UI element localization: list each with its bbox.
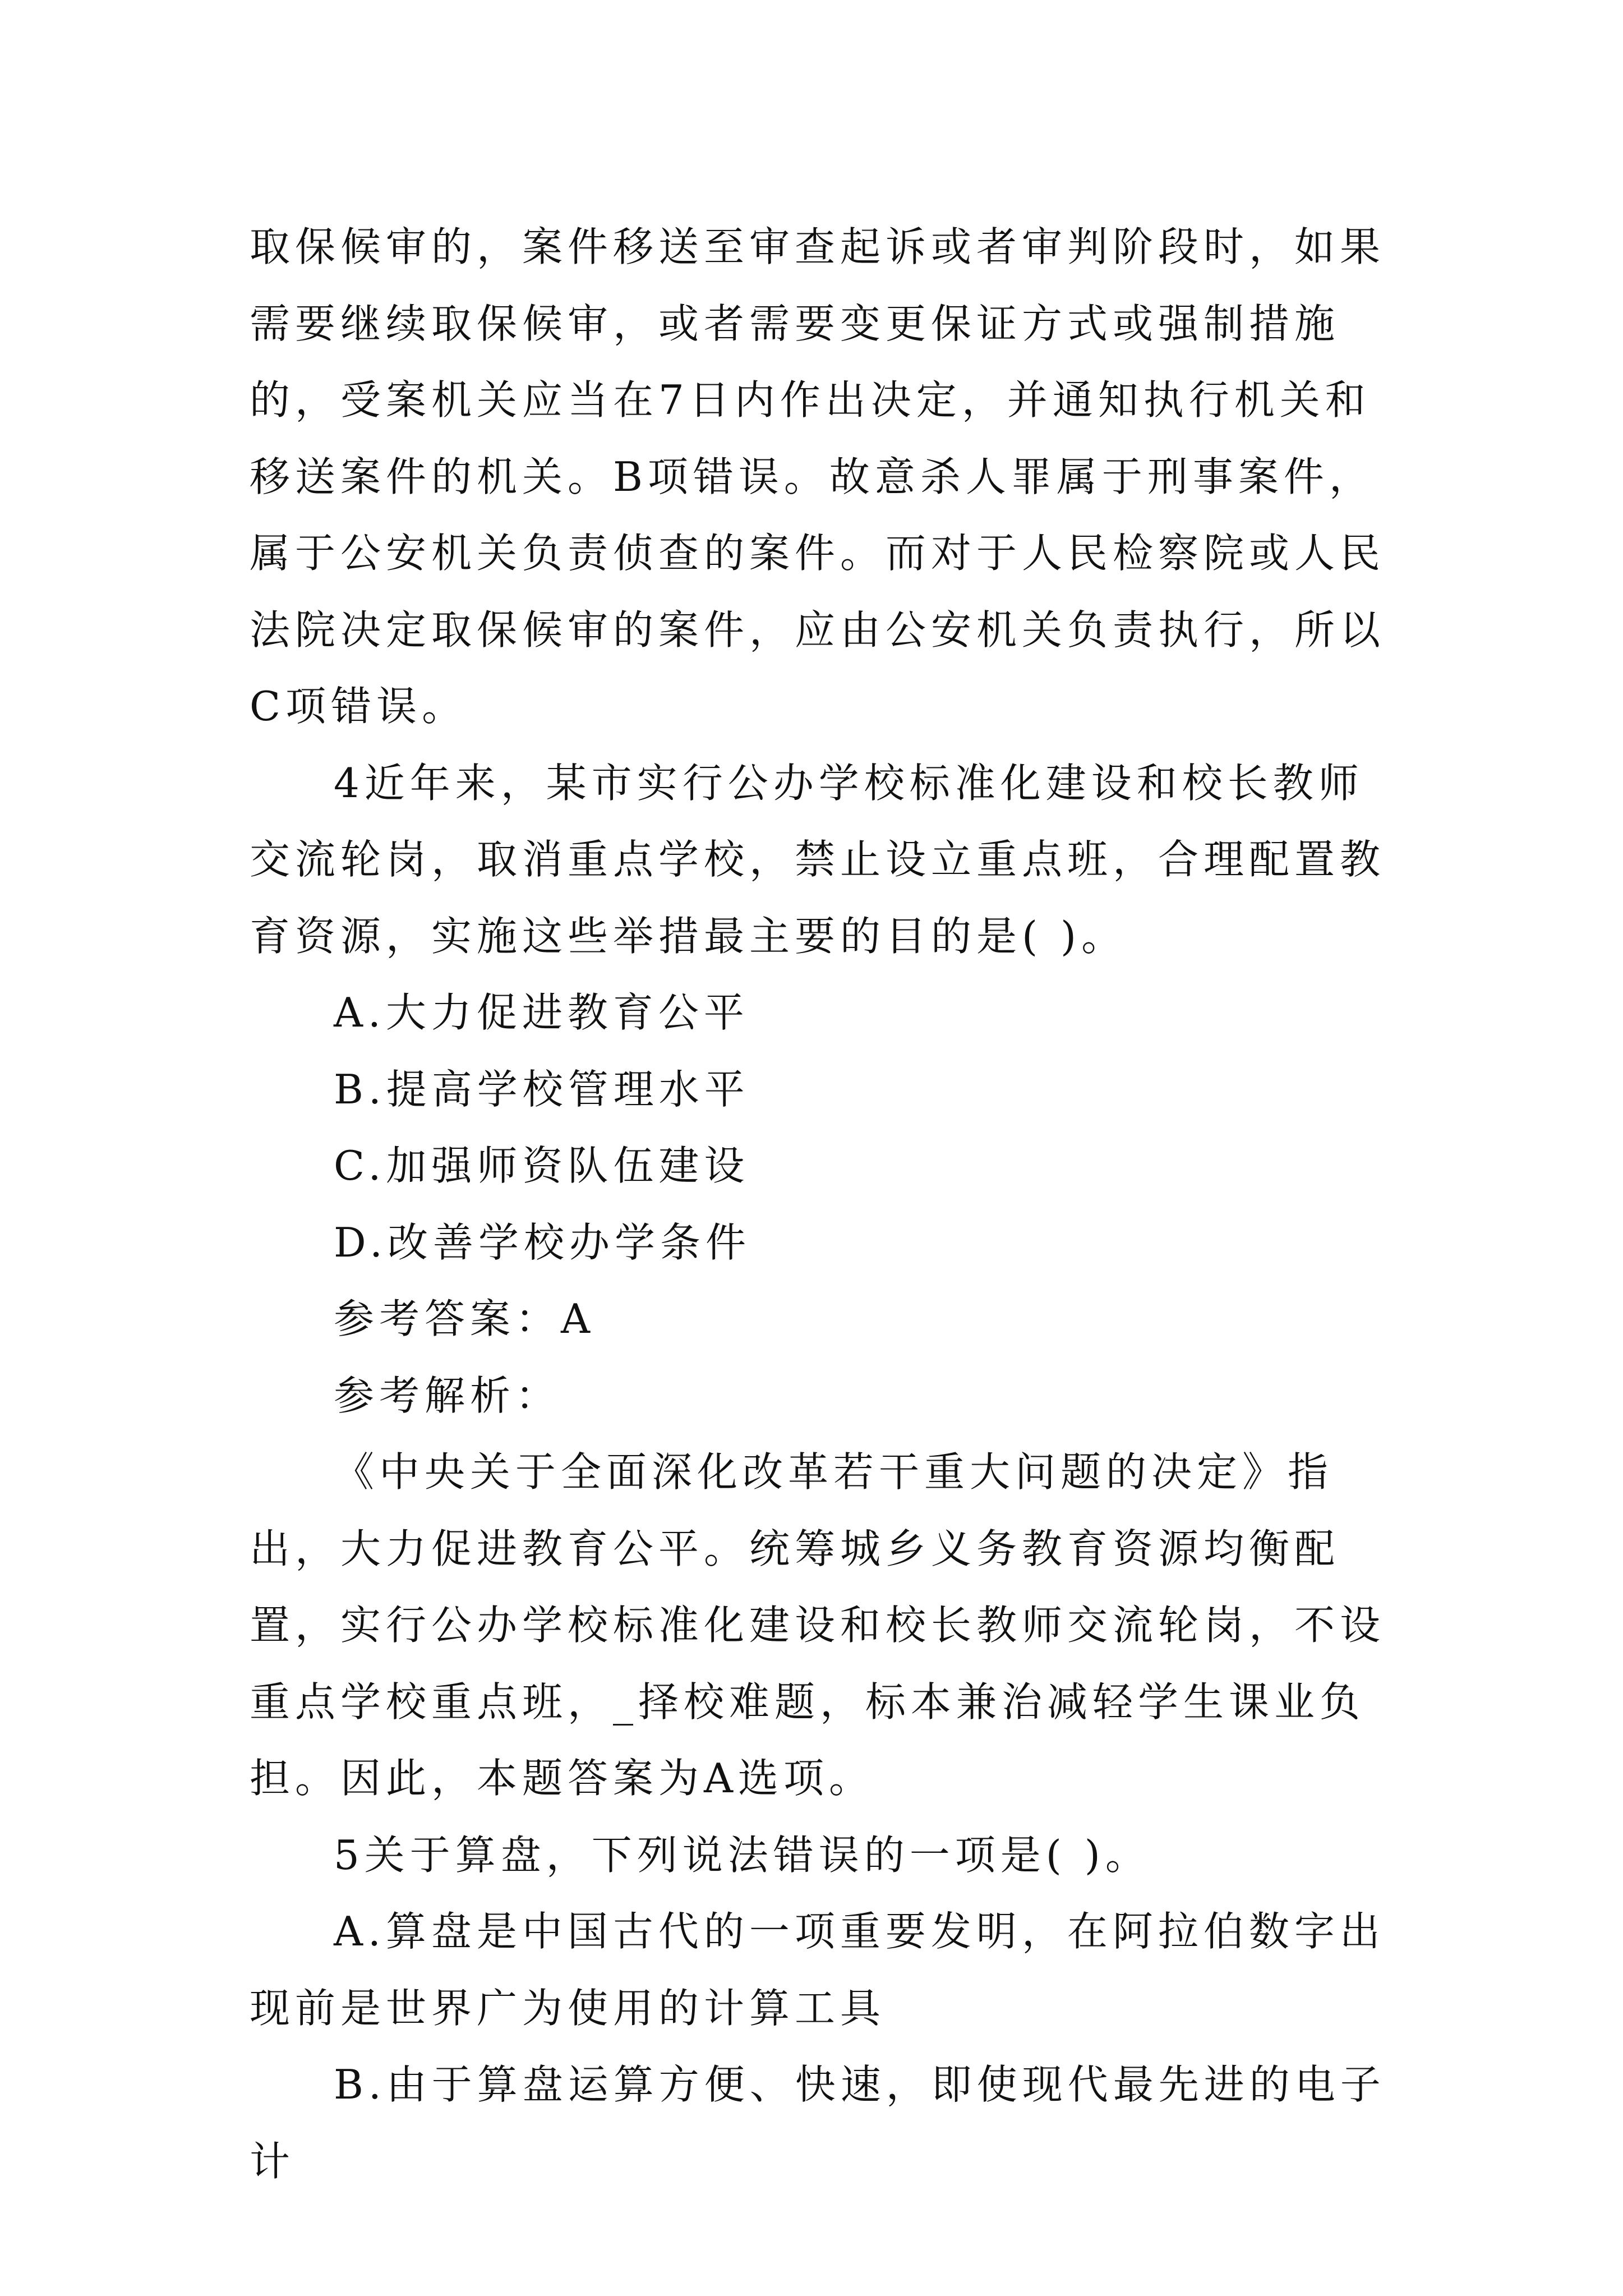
question-5-option-b: B.由于算盘运算方便、快速，即使现代最先进的电子计 bbox=[250, 2061, 1386, 2185]
question-5-stem: 5关于算盘，下列说法错误的一项是( )。 bbox=[334, 1831, 1151, 1879]
question-5-option-a: A.算盘是中国古代的一项重要发明，在阿拉伯数字出现前是世界广为使用的计算工具 bbox=[250, 1908, 1385, 2032]
document-body bbox=[250, 209, 1399, 2200]
question-4-analysis-text: 《中央关于全面深化改革若干重大问题的决定》指出，大力促进教育公平。统筹城乡义务教育资源均衡配置，实行公办学校标准化建设和校长教师交流轮岗，不设重点学校重点班，_择校难题，标本兼治减轻学生课业负担。因此，本题答案为A选项。 bbox=[250, 1448, 1386, 1802]
paragraph-continuation: 取保候审的，案件移送至审查起诉或者审判阶段时，如果需要继续取保候审，或者需要变更保证方式或强制措施的，受案机关应当在7日内作出决定，并通知执行机关和移送案件的机关。B项错误。故意杀人罪属于刑事案件，属于公安机关负责侦查的案件。而对于人民检察院或人民法院决定取保候审的案件，应由公安机关负责执行，所以C项错误。 bbox=[250, 223, 1386, 730]
question-4-analysis-label: 参考解析： bbox=[334, 1372, 561, 1419]
question-4-option-c: C.加强师资队伍建设 bbox=[334, 1142, 750, 1189]
question-4-option-d: D.改善学校办学条件 bbox=[334, 1218, 751, 1266]
question-4-option-a: A.大力促进教育公平 bbox=[334, 989, 749, 1036]
question-4-stem: 4近年来，某市实行公办学校标准化建设和校长教师交流轮岗，取消重点学校，禁止设立重点班，合理配置教育资源，实施这些举措最主要的目的是( )。 bbox=[250, 759, 1386, 960]
question-4-option-b: B.提高学校管理水平 bbox=[334, 1065, 750, 1113]
question-4-answer: 参考答案：A bbox=[334, 1295, 595, 1342]
